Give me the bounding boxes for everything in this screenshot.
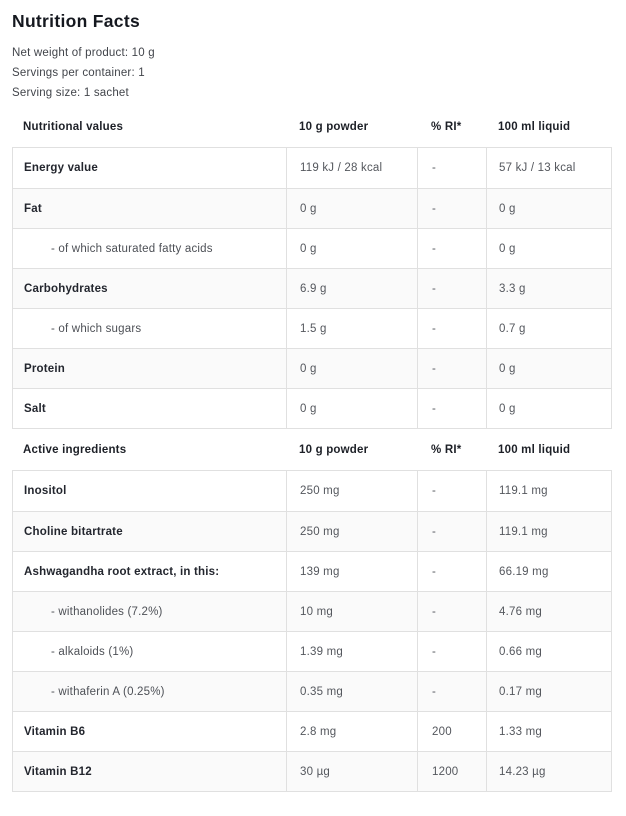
- ri-value: 200: [432, 725, 452, 738]
- ri-value: -: [432, 362, 437, 375]
- ri-value-cell: [417, 349, 486, 388]
- ri-value: 1200: [432, 765, 459, 778]
- liquid-value: 0 g: [499, 242, 516, 255]
- ri-value: -: [432, 485, 437, 497]
- ri-value: -: [432, 645, 437, 658]
- row-label: - alkaloids (1%): [51, 645, 134, 658]
- powder-value: 0 g: [300, 242, 317, 255]
- powder-value-cell: [286, 712, 417, 751]
- net-weight-line: Net weight of product: 10 g: [12, 47, 155, 59]
- table-row: [13, 631, 611, 671]
- ri-value: -: [432, 162, 437, 174]
- liquid-value: 0 g: [499, 402, 516, 415]
- liquid-value-cell: [486, 552, 611, 591]
- liquid-value-cell: [486, 189, 611, 228]
- powder-value: 250 mg: [300, 525, 340, 538]
- liquid-value: 1.33 mg: [499, 725, 542, 738]
- powder-value-cell: [286, 349, 417, 388]
- row-label: - of which saturated fatty acids: [51, 242, 213, 255]
- ri-value-cell: [417, 389, 486, 428]
- row-label-cell: [13, 471, 286, 511]
- column-header-ri: % RI*: [431, 443, 462, 456]
- row-label-cell: [13, 229, 286, 268]
- row-label-cell: [13, 189, 286, 228]
- ri-value-cell: [417, 471, 486, 511]
- liquid-value-cell: [486, 752, 611, 791]
- row-label: - withaferin A (0.25%): [51, 685, 165, 698]
- servings-per-container-line: Servings per container: 1: [12, 67, 145, 79]
- powder-value: 0 g: [300, 362, 317, 375]
- liquid-value-cell: [486, 672, 611, 711]
- powder-value: 6.9 g: [300, 282, 327, 295]
- liquid-value-cell: [486, 148, 611, 188]
- table-row: [13, 751, 611, 791]
- column-header-powder: 10 g powder: [299, 443, 369, 456]
- powder-value-cell: [286, 189, 417, 228]
- powder-value: 0 g: [300, 402, 317, 415]
- row-label: Ashwagandha root extract, in this:: [24, 565, 220, 578]
- liquid-value-cell: [486, 269, 611, 308]
- row-label: Vitamin B12: [24, 765, 92, 778]
- ri-value-cell: [417, 148, 486, 188]
- liquid-value-cell: [486, 309, 611, 348]
- table-row: [13, 711, 611, 751]
- powder-value: 2.8 mg: [300, 725, 337, 738]
- liquid-value: 66.19 mg: [499, 565, 549, 578]
- powder-value: 0 g: [300, 202, 317, 215]
- powder-value-cell: [286, 389, 417, 428]
- row-label: Carbohydrates: [24, 282, 108, 295]
- table-row: [13, 348, 611, 388]
- table-row: [13, 388, 611, 428]
- row-label-cell: [13, 148, 286, 188]
- serving-size-line: Serving size: 1 sachet: [12, 87, 129, 99]
- liquid-value: 0.7 g: [499, 322, 526, 335]
- powder-value-cell: [286, 471, 417, 511]
- row-label-cell: [13, 269, 286, 308]
- powder-value-cell: [286, 672, 417, 711]
- powder-value: 250 mg: [300, 485, 340, 497]
- row-label-cell: [13, 309, 286, 348]
- section-header-row: [12, 106, 612, 147]
- row-label-cell: [13, 712, 286, 751]
- table-row: [13, 308, 611, 348]
- liquid-value: 3.3 g: [499, 282, 526, 295]
- table-row: [13, 268, 611, 308]
- ri-value-cell: [417, 712, 486, 751]
- row-label: Salt: [24, 402, 46, 415]
- liquid-value-cell: [486, 512, 611, 551]
- row-label: Choline bitartrate: [24, 525, 123, 538]
- column-header-liquid: 100 ml liquid: [498, 120, 571, 133]
- section-title: Active ingredients: [23, 443, 127, 456]
- ri-value: -: [432, 402, 437, 415]
- ri-value: -: [432, 202, 437, 215]
- liquid-value-cell: [486, 632, 611, 671]
- powder-value-cell: [286, 592, 417, 631]
- row-label: Fat: [24, 202, 42, 215]
- ri-value-cell: [417, 269, 486, 308]
- liquid-value-cell: [486, 712, 611, 751]
- ri-value-cell: [417, 309, 486, 348]
- liquid-value: 0 g: [499, 202, 516, 215]
- powder-value-cell: [286, 229, 417, 268]
- powder-value-cell: [286, 512, 417, 551]
- powder-value: 1.39 mg: [300, 645, 343, 658]
- powder-value: 1.5 g: [300, 322, 327, 335]
- section-title: Nutritional values: [23, 120, 124, 133]
- row-label: - of which sugars: [51, 322, 142, 335]
- liquid-value-cell: [486, 389, 611, 428]
- powder-value: 0.35 mg: [300, 685, 343, 698]
- table-row: [13, 471, 611, 511]
- row-label: Vitamin B6: [24, 725, 86, 738]
- row-label-cell: [13, 349, 286, 388]
- powder-value: 139 mg: [300, 565, 340, 578]
- table-row: [13, 228, 611, 268]
- powder-value-cell: [286, 632, 417, 671]
- powder-value-cell: [286, 309, 417, 348]
- liquid-value: 119.1 mg: [499, 525, 548, 538]
- ri-value: -: [432, 282, 437, 295]
- row-label-cell: [13, 632, 286, 671]
- row-label-cell: [13, 389, 286, 428]
- liquid-value: 0 g: [499, 362, 516, 375]
- ri-value-cell: [417, 552, 486, 591]
- ri-value-cell: [417, 592, 486, 631]
- ri-value-cell: [417, 672, 486, 711]
- table-section-block: [12, 470, 612, 792]
- ri-value-cell: [417, 632, 486, 671]
- row-label-cell: [13, 512, 286, 551]
- liquid-value: 14.23 µg: [499, 765, 546, 778]
- powder-value-cell: [286, 269, 417, 308]
- powder-value-cell: [286, 552, 417, 591]
- powder-value: 30 µg: [300, 765, 331, 778]
- ri-value: -: [432, 525, 437, 538]
- page-title: Nutrition Facts: [12, 11, 140, 31]
- liquid-value: 4.76 mg: [499, 605, 542, 618]
- ri-value-cell: [417, 752, 486, 791]
- column-header-ri: % RI*: [431, 120, 462, 133]
- table-row: [13, 188, 611, 228]
- table-row: [13, 591, 611, 631]
- powder-value-cell: [286, 752, 417, 791]
- ri-value: -: [432, 242, 437, 255]
- row-label: Inositol: [24, 485, 67, 497]
- powder-value: 119 kJ / 28 kcal: [300, 162, 383, 174]
- ri-value-cell: [417, 229, 486, 268]
- liquid-value: 119.1 mg: [499, 485, 548, 497]
- row-label-cell: [13, 672, 286, 711]
- liquid-value-cell: [486, 592, 611, 631]
- ri-value-cell: [417, 189, 486, 228]
- powder-value-cell: [286, 148, 417, 188]
- ri-value: -: [432, 322, 437, 335]
- liquid-value: 0.17 mg: [499, 685, 542, 698]
- liquid-value-cell: [486, 471, 611, 511]
- table-row: [13, 511, 611, 551]
- liquid-value-cell: [486, 229, 611, 268]
- column-header-powder: 10 g powder: [299, 120, 369, 133]
- liquid-value: 57 kJ / 13 kcal: [499, 162, 576, 174]
- liquid-value: 0.66 mg: [499, 645, 542, 658]
- product-meta: [12, 43, 612, 103]
- table-row: [13, 671, 611, 711]
- column-header-liquid: 100 ml liquid: [498, 443, 571, 456]
- ri-value: -: [432, 565, 437, 578]
- row-label-cell: [13, 592, 286, 631]
- ri-value-cell: [417, 512, 486, 551]
- table-section-block: [12, 147, 612, 429]
- table-row: [13, 148, 611, 188]
- row-label: Energy value: [24, 162, 98, 174]
- liquid-value-cell: [486, 349, 611, 388]
- table-row: [13, 551, 611, 591]
- nutrition-table: [12, 106, 612, 792]
- ri-value: -: [432, 685, 437, 698]
- powder-value: 10 mg: [300, 605, 333, 618]
- row-label-cell: [13, 752, 286, 791]
- ri-value: -: [432, 605, 437, 618]
- section-header-row: [12, 429, 612, 470]
- row-label-cell: [13, 552, 286, 591]
- row-label: - withanolides (7.2%): [51, 605, 163, 618]
- row-label: Protein: [24, 362, 66, 375]
